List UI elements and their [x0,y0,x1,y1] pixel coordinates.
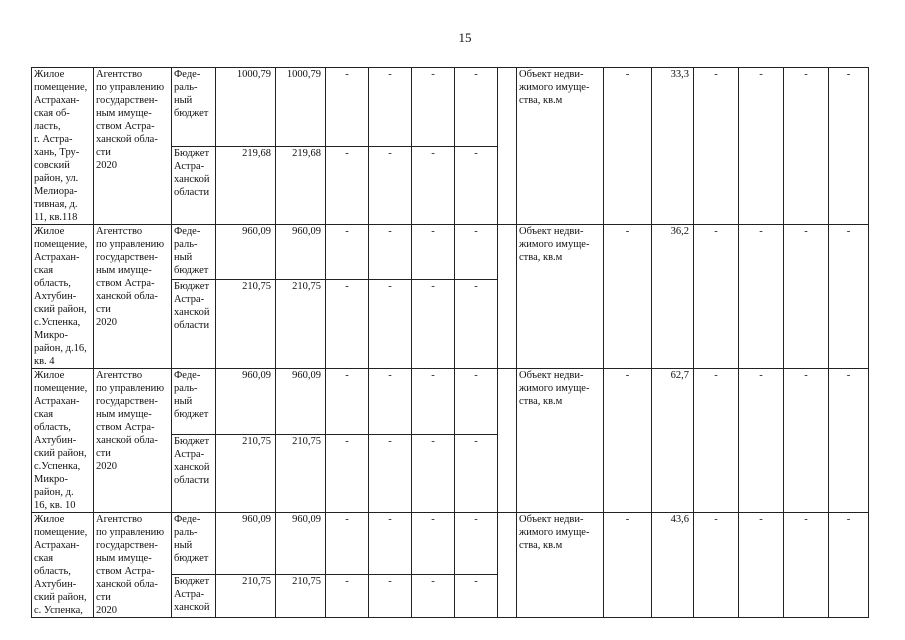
fund-source-cell [172,513,216,575]
text-line: государствен- [96,252,158,263]
dash-cell: - [412,369,455,435]
table-row [32,68,869,147]
dash-cell: - [829,225,869,369]
dash-cell: - [739,513,784,618]
fund-amount-cell: 960,09 [276,369,326,435]
text-line: сти [96,448,111,459]
dash-cell: - [412,225,455,280]
text-line: жимого имуще- [519,383,590,394]
object-cell [32,513,94,618]
dash-cell: - [784,68,829,225]
dash-cell: - [369,279,412,369]
dash-cell: - [412,513,455,575]
empty-cell [498,225,517,369]
text-line: Жилое [34,226,65,237]
text-line: 2020 [96,317,117,328]
text-line: ская [34,265,54,276]
fund-amount-cell: 210,75 [276,279,326,369]
text-line: Жилое [34,514,65,525]
indicator-value-cell: 43,6 [652,513,694,618]
dash-cell: - [326,369,369,435]
text-line: Агентство [96,370,143,381]
text-line: жимого имуще- [519,527,590,538]
text-line: г. Астра- [34,134,73,145]
text-line: ханской обла- [96,291,158,302]
dash-cell: - [604,513,652,618]
dash-cell: - [455,68,498,147]
text-line: бюджет [174,409,209,420]
text-line: ханской [174,173,210,185]
text-line: государствен- [96,540,158,551]
text-line: государствен- [96,396,158,407]
fund-amount-cell: 960,09 [276,225,326,280]
dash-cell: - [412,574,455,617]
table-body [32,68,869,618]
fund-amount-cell: 960,09 [216,369,276,435]
text-line: ханской обла- [96,134,158,145]
text-line: ласть, [34,121,61,132]
dash-cell: - [694,225,739,369]
text-line: с.Успенка, [34,317,81,328]
text-line: ский район, [34,304,87,315]
text-line: Ахтубин- [34,435,77,446]
text-line: Бюджет [174,280,210,292]
text-line: ный [174,396,193,407]
text-line: ный [174,540,193,551]
text-line: Жилое [34,69,65,80]
text-line: с. Успенка, [34,605,83,616]
fund-amount-cell: 210,75 [216,434,276,512]
text-line: ский район, [34,592,87,603]
agency-cell [94,225,172,369]
text-line: Агентство [96,69,143,80]
fund-amount-cell: 960,09 [216,513,276,575]
empty-cell [498,68,517,225]
dash-cell: - [326,513,369,575]
dash-cell: - [326,225,369,280]
text-line: Феде- [174,69,201,80]
text-line: сти [96,592,111,603]
dash-cell: - [455,434,498,512]
indicator-value-cell: 62,7 [652,369,694,513]
fund-amount-cell: 219,68 [276,146,326,225]
dash-cell: - [412,68,455,147]
fund-amount-cell: 219,68 [216,146,276,225]
dash-cell: - [412,146,455,225]
fund-amount-cell: 210,75 [276,434,326,512]
text-line: бюджет [174,108,209,119]
text-line: Агентство [96,226,143,237]
dash-cell: - [369,369,412,435]
dash-cell: - [455,574,498,617]
dash-cell: - [369,225,412,280]
fund-amount-cell: 960,09 [216,225,276,280]
table-row [32,513,869,575]
text-line: ская [34,553,54,564]
text-line: совский [34,160,70,171]
dash-cell: - [604,225,652,369]
text-line: ская об- [34,108,70,119]
dash-cell: - [829,369,869,513]
indicator-cell [517,68,604,225]
text-line: сти [96,304,111,315]
text-line: 2020 [96,160,117,171]
indicator-cell [517,513,604,618]
indicator-cell [517,225,604,369]
agency-cell [94,68,172,225]
fund-amount-cell: 1000,79 [216,68,276,147]
text-line: 2020 [96,461,117,472]
text-line: области [174,186,210,198]
indicator-value-cell: 33,3 [652,68,694,225]
dash-cell: - [369,574,412,617]
text-line: 2020 [96,605,117,616]
fund-amount-cell: 210,75 [216,279,276,369]
text-line: ский район, [34,448,87,459]
indicator-cell [517,369,604,513]
text-line: ханской [174,601,210,613]
indicator-value-cell: 36,2 [652,225,694,369]
text-line: Бюджет [174,575,210,587]
dash-cell: - [739,369,784,513]
dash-cell: - [604,68,652,225]
dash-cell: - [369,434,412,512]
text-line: ская [34,409,54,420]
text-line: Бюджет [174,435,210,447]
text-line: жимого имуще- [519,239,590,250]
table-row [32,369,869,435]
text-line: ханской обла- [96,435,158,446]
dash-cell: - [694,513,739,618]
page-number: 15 [458,30,472,45]
text-line: Феде- [174,370,201,381]
text-line: ства, кв.м [519,95,563,106]
object-cell [32,225,94,369]
fund-source-cell [172,225,216,280]
text-line: район, д. [34,487,74,498]
text-line: 16, кв. 10 [34,500,76,511]
empty-cell [498,369,517,513]
text-line: Объект недви- [519,69,584,80]
dash-cell: - [326,279,369,369]
dash-cell: - [739,68,784,225]
table-row [32,225,869,280]
fund-amount-cell: 210,75 [276,574,326,617]
dash-cell: - [784,513,829,618]
text-line: Астрахан- [34,95,80,106]
dash-cell: - [784,369,829,513]
dash-cell: - [455,513,498,575]
text-line: сти [96,147,111,158]
text-line: раль- [174,383,198,394]
dash-cell: - [694,68,739,225]
text-line: области [174,474,210,486]
dash-cell: - [829,68,869,225]
text-line: по управлению [96,383,165,394]
text-line: кв. 4 [34,356,55,367]
text-line: Астрахан- [34,396,80,407]
text-line: район, д.16, [34,343,87,354]
text-line: с.Успенка, [34,461,81,472]
text-line: ным имуще- [96,553,152,564]
dash-cell: - [369,513,412,575]
text-line: ханской [174,306,210,318]
dash-cell: - [326,68,369,147]
fund-source-cell [172,434,216,512]
dash-cell: - [326,574,369,617]
text-line: ством Астра- [96,566,155,577]
text-line: Астрахан- [34,540,80,551]
dash-cell: - [455,369,498,435]
text-line: бюджет [174,553,209,564]
text-line: Астра- [174,588,205,600]
dash-cell: - [412,434,455,512]
fund-amount-cell: 960,09 [276,513,326,575]
text-line: раль- [174,82,198,93]
text-line: область, [34,566,71,577]
dash-cell: - [369,68,412,147]
dash-cell: - [829,513,869,618]
text-line: жимого имуще- [519,82,590,93]
dash-cell: - [412,279,455,369]
text-line: помещение, [34,82,88,93]
text-line: Астра- [174,448,205,460]
text-line: помещение, [34,383,88,394]
object-cell [32,369,94,513]
text-line: бюджет [174,265,209,276]
fund-source-cell [172,68,216,147]
text-line: Ахтубин- [34,579,77,590]
text-line: Микро- [34,474,69,485]
dash-cell: - [784,225,829,369]
text-line: Жилое [34,370,65,381]
text-line: по управлению [96,527,165,538]
text-line: хань, Тру- [34,147,80,158]
text-line: ства, кв.м [519,252,563,263]
text-line: ства, кв.м [519,396,563,407]
text-line: по управлению [96,82,165,93]
text-line: область, [34,422,71,433]
text-line: Бюджет [174,147,210,159]
text-line: ханской обла- [96,579,158,590]
text-line: Микро- [34,330,69,341]
fund-amount-cell: 1000,79 [276,68,326,147]
fund-source-cell [172,369,216,435]
fund-source-cell [172,279,216,369]
text-line: государствен- [96,95,158,106]
text-line: ством Астра- [96,121,155,132]
agency-cell [94,369,172,513]
text-line: помещение, [34,239,88,250]
text-line: ным имуще- [96,409,152,420]
empty-cell [498,513,517,618]
dash-cell: - [455,225,498,280]
text-line: ный [174,95,193,106]
text-line: Феде- [174,514,201,525]
agency-cell [94,513,172,618]
text-line: помещение, [34,527,88,538]
dash-cell: - [455,279,498,369]
text-line: Астра- [174,293,205,305]
dash-cell: - [326,146,369,225]
text-line: Объект недви- [519,370,584,381]
text-line: тивная, д. [34,199,78,210]
dash-cell: - [455,146,498,225]
dash-cell: - [739,225,784,369]
text-line: район, ул. [34,173,79,184]
text-line: ства, кв.м [519,540,563,551]
dash-cell: - [604,369,652,513]
text-line: ным имуще- [96,265,152,276]
fund-source-cell [172,146,216,225]
text-line: Объект недви- [519,226,584,237]
text-line: ством Астра- [96,422,155,433]
text-line: Астра- [174,160,205,172]
budget-table [31,67,869,618]
dash-cell: - [326,434,369,512]
text-line: по управлению [96,239,165,250]
text-line: область, [34,278,71,289]
dash-cell: - [369,146,412,225]
text-line: области [174,319,210,331]
text-line: Мелиора- [34,186,78,197]
text-line: Астрахан- [34,252,80,263]
text-line: ный [174,252,193,263]
text-line: ным имуще- [96,108,152,119]
text-line: раль- [174,527,198,538]
object-cell [32,68,94,225]
fund-source-cell [172,574,216,617]
text-line: Ахтубин- [34,291,77,302]
dash-cell: - [694,369,739,513]
text-line: Объект недви- [519,514,584,525]
text-line: ством Астра- [96,278,155,289]
text-line: 11, кв.118 [34,212,78,223]
text-line: Агентство [96,514,143,525]
text-line: Феде- [174,226,201,237]
text-line: раль- [174,239,198,250]
fund-amount-cell: 210,75 [216,574,276,617]
text-line: ханской [174,461,210,473]
